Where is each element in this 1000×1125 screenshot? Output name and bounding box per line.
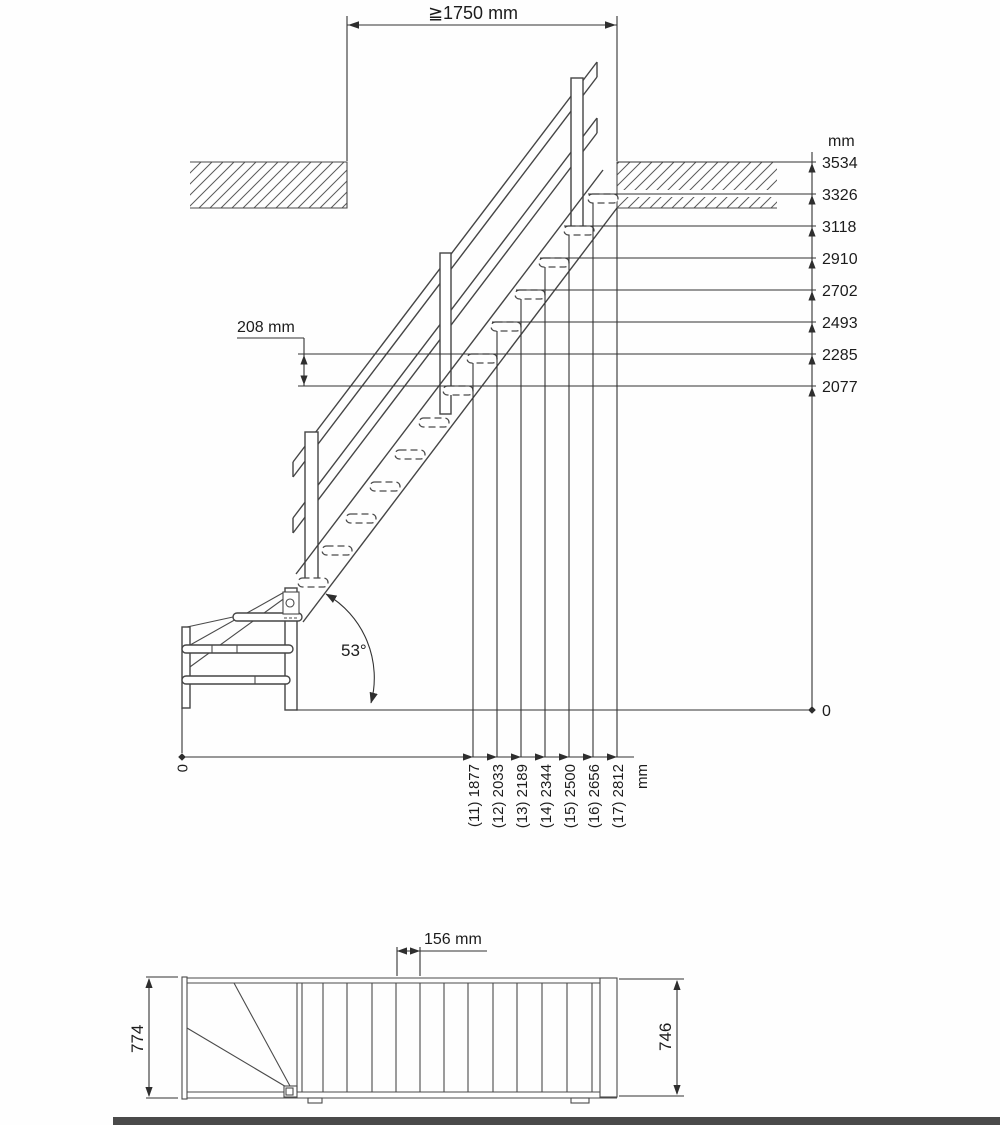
tread-markers — [298, 194, 618, 587]
winder-edge-3 — [183, 592, 293, 672]
height-arrow-3118 — [808, 227, 815, 237]
plan-view — [128, 931, 684, 1103]
floor-hatch-left — [190, 162, 347, 208]
riser-arrow-up — [300, 355, 307, 365]
angle-label: 53° — [341, 641, 367, 660]
height-label-2910: 2910 — [822, 251, 858, 268]
upper-floor-left — [190, 162, 347, 208]
plan-outline — [182, 977, 617, 1103]
height-axis-origin-marker — [808, 706, 816, 714]
handrail — [293, 62, 597, 584]
tread-5 — [322, 546, 352, 555]
height-arrow-2285 — [808, 355, 815, 365]
plan-winder-line-2 — [187, 1028, 288, 1088]
riser-label: 208 mm — [237, 319, 295, 336]
plan-cleat-right — [571, 1098, 589, 1103]
upper-floor-right — [617, 162, 777, 208]
riser-dimension — [237, 319, 308, 386]
height-label-2285: 2285 — [822, 347, 858, 364]
run-arrow-17 — [607, 753, 617, 760]
tread-9 — [419, 418, 449, 427]
winder-base — [182, 588, 302, 710]
winder-tread-1 — [182, 676, 290, 684]
tread-8 — [395, 450, 425, 459]
going-arrow-left — [397, 947, 407, 954]
tread-11 — [467, 354, 497, 363]
riser-arrow-down — [300, 376, 307, 386]
handrail-post-bottom — [305, 432, 318, 584]
run-label-17: (17) 2812 — [610, 764, 627, 829]
height-arrow-3534 — [808, 163, 815, 173]
height-origin-label: 0 — [822, 703, 831, 720]
run-label-14: (14) 2344 — [538, 764, 555, 829]
winder-edge-1 — [187, 617, 233, 627]
width-left-dimension — [128, 977, 178, 1098]
run-arrow-16 — [583, 753, 593, 760]
run-label-11: (11) 1877 — [466, 764, 483, 828]
run-arrow-15 — [559, 753, 569, 760]
width-left-arrow-down — [145, 1087, 152, 1097]
stringer-upper-edge — [296, 170, 603, 574]
plan-treads — [297, 983, 592, 1092]
plan-left-cap — [182, 977, 187, 1099]
run-arrow-13 — [511, 753, 521, 760]
height-arrow-3326 — [808, 195, 815, 205]
run-arrow-14 — [535, 753, 545, 760]
going-dimension — [397, 931, 487, 976]
run-label-15: (15) 2500 — [562, 764, 579, 829]
plan-cleat-left — [308, 1098, 322, 1103]
clearance-arrow-right — [605, 21, 616, 28]
run-axis-origin-marker — [178, 753, 186, 761]
newel-bracket — [283, 592, 299, 614]
base-post-left — [182, 627, 190, 708]
plan-right-cap — [600, 978, 617, 1097]
run-arrow-12 — [487, 753, 497, 760]
clearance-arrow-left — [348, 21, 359, 28]
tread-15 — [564, 226, 594, 235]
run-label-16: (16) 2656 — [586, 764, 603, 829]
plan-winder-line-1 — [234, 983, 290, 1086]
tread-14 — [539, 258, 569, 267]
tread-12 — [491, 322, 521, 331]
going-arrow-right — [410, 947, 420, 954]
stringer-lower-edge — [303, 208, 617, 622]
height-label-3326: 3326 — [822, 187, 858, 204]
height-label-2077: 2077 — [822, 379, 858, 396]
height-arrow-2077 — [808, 387, 815, 397]
elevation-view — [175, 3, 858, 828]
run-axis-unit: mm — [634, 764, 651, 789]
tread-13 — [515, 290, 545, 299]
width-right-label: 746 — [656, 1022, 675, 1051]
height-label-2702: 2702 — [822, 283, 858, 300]
height-arrow-2702 — [808, 291, 815, 301]
going-label: 156 mm — [424, 931, 482, 948]
angle-dimension — [326, 594, 374, 703]
width-left-arrow-up — [145, 978, 152, 988]
image-bottom-strip — [113, 1117, 1000, 1125]
height-label-2493: 2493 — [822, 315, 858, 332]
tread-4 — [298, 578, 328, 587]
height-arrow-2493 — [808, 323, 815, 333]
width-left-label: 774 — [128, 1024, 147, 1053]
run-arrow-11 — [463, 753, 473, 760]
run-label-12: (12) 2033 — [490, 764, 507, 829]
tread-6 — [346, 514, 376, 523]
height-label-3118: 3118 — [822, 219, 857, 236]
width-right-arrow-down — [673, 1085, 680, 1095]
run-origin-label: 0 — [174, 764, 192, 773]
run-axis — [175, 203, 652, 828]
height-axis-unit: mm — [828, 133, 855, 150]
run-label-13: (13) 2189 — [514, 764, 531, 829]
floor-hatch-right — [617, 162, 777, 208]
tread-7 — [370, 482, 400, 491]
clearance-label: ≧1750 mm — [427, 3, 519, 23]
width-right-dimension — [619, 979, 684, 1096]
height-arrow-2910 — [808, 259, 815, 269]
height-label-3534: 3534 — [822, 155, 858, 172]
plan-winder — [187, 983, 297, 1097]
tread-10 — [443, 386, 473, 395]
tread-16 — [588, 194, 618, 203]
width-right-arrow-up — [673, 980, 680, 990]
